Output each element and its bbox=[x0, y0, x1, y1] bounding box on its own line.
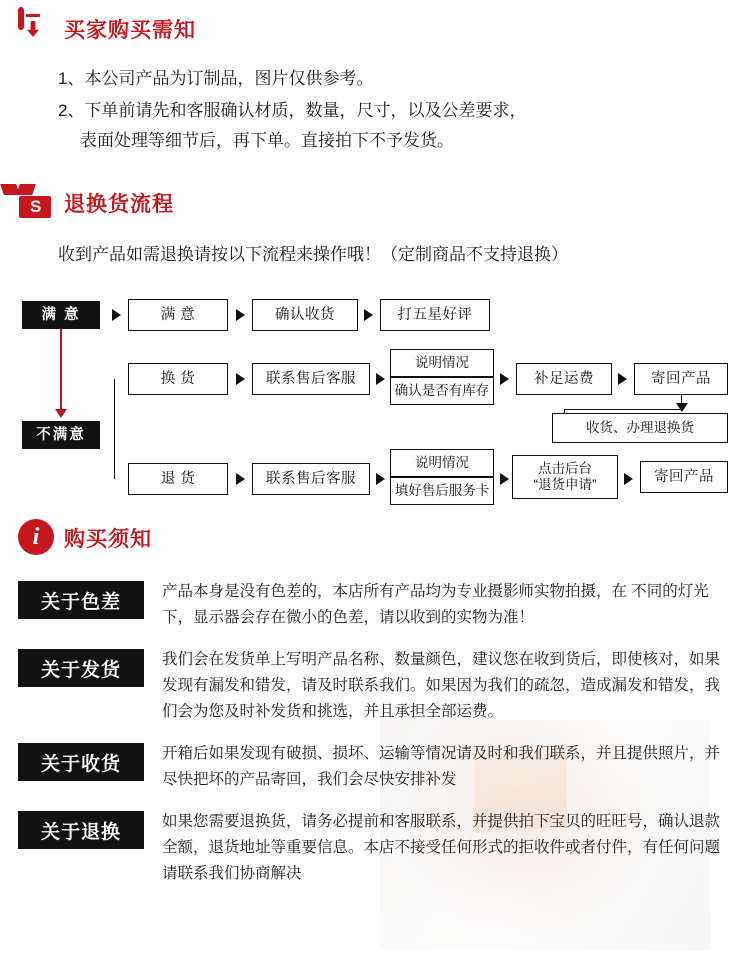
flow-arrow-red-down bbox=[55, 409, 67, 418]
flow-connector bbox=[564, 409, 682, 410]
flow-node-satisfied-root: 满 意 bbox=[22, 301, 100, 329]
flow-node-satisfied-1: 满 意 bbox=[128, 299, 228, 331]
purchase-notes-header bbox=[0, 519, 750, 557]
buyer-notice-list bbox=[0, 64, 750, 156]
flow-node-satisfied-3: 打五星好评 bbox=[380, 299, 490, 331]
flow-connector-red bbox=[60, 329, 62, 409]
flow-node-refund-3b: 填好售后服务卡 bbox=[390, 477, 494, 505]
list-item bbox=[18, 579, 728, 631]
flow-arrow bbox=[112, 309, 121, 321]
flow-arrow bbox=[618, 373, 627, 385]
list-item bbox=[58, 96, 720, 156]
flow-arrow bbox=[236, 309, 245, 321]
list-item bbox=[18, 647, 728, 725]
note-text-shipping: 我们会在发货单上写明产品名称、数量颜色，建议您在收到货后，即使核对，如果发现有漏发和错发，请及时联系我们。如果因为我们的疏忽，造成漏发和错发，我们会为您及时补发货和挑选，并且承担全部运费。 bbox=[162, 651, 721, 720]
flow-node-refund-4 bbox=[512, 455, 618, 499]
note-tag-receiving: 关于收货 bbox=[18, 743, 144, 781]
purchase-notes-list bbox=[0, 579, 750, 887]
flow-node-refund-1: 退 货 bbox=[128, 463, 228, 495]
list-item bbox=[18, 741, 728, 793]
flow-arrow bbox=[364, 309, 373, 321]
notice-item-2-line2: 表面处理等细节后，再下单。直接拍下不予发货。 bbox=[80, 131, 454, 150]
flow-node-refund-2: 联系售后客服 bbox=[252, 463, 370, 495]
flow-node-exchange-6: 收货、办理退换货 bbox=[552, 413, 728, 443]
flow-arrow bbox=[236, 473, 245, 485]
flow-arrow bbox=[376, 473, 385, 485]
buyer-notice-header bbox=[0, 0, 750, 48]
flow-arrow bbox=[624, 473, 633, 485]
flow-node-refund-3a: 说明情况 bbox=[390, 449, 494, 477]
flow-node-exchange-5: 寄回产品 bbox=[634, 363, 728, 395]
flow-node-exchange-1: 换 货 bbox=[128, 363, 228, 395]
return-box-icon: S bbox=[18, 184, 52, 222]
flow-arrow bbox=[500, 373, 509, 385]
flow-node-exchange-4: 补足运费 bbox=[516, 363, 612, 395]
flow-node-refund-4-line2: “退货申请” bbox=[533, 477, 597, 492]
notice-item-1-line1: 1、本公司产品为订制品，图片仅供参考。 bbox=[58, 69, 374, 88]
flow-arrow bbox=[236, 373, 245, 385]
note-tag-color: 关于色差 bbox=[18, 581, 144, 619]
flow-node-exchange-3a: 说明情况 bbox=[390, 349, 494, 377]
notice-item-2-line1: 2、下单前请先和客服确认材质，数量，尺寸，以及公差要求， bbox=[58, 101, 527, 120]
info-circle-icon: i bbox=[18, 519, 52, 557]
note-tag-return: 关于退换 bbox=[18, 811, 144, 849]
list-item bbox=[58, 64, 720, 94]
flow-node-exchange-3b: 确认是否有库存 bbox=[390, 377, 494, 405]
flow-node-satisfied-2: 确认收货 bbox=[252, 299, 358, 331]
return-flow-title: 退换货流程 bbox=[64, 193, 174, 216]
buyer-notice-title: 买家购买需知 bbox=[64, 19, 196, 42]
note-text-color: 产品本身是没有色差的，本店所有产品均为专业摄影师实物拍摄，在 不同的灯光下，显示器会存在微小的色差，请以收到的实物为准！ bbox=[162, 583, 709, 626]
document-arrow-icon bbox=[18, 10, 52, 48]
purchase-notes-title: 购买须知 bbox=[64, 528, 152, 551]
note-text-return: 如果您需要退换货，请务必提前和客服联系，并提供拍下宝贝的旺旺号，确认退款全额，退货地址等重要信息。本店不接受任何形式的拒收件或者付件，有任何问题请联系我们协商解决 bbox=[162, 813, 721, 882]
list-item bbox=[18, 809, 728, 887]
flow-node-refund-5: 寄回产品 bbox=[640, 461, 728, 493]
flow-arrow-down bbox=[676, 403, 688, 412]
flow-node-refund-4-line1: 点击后台 bbox=[538, 461, 592, 477]
note-tag-shipping: 关于发货 bbox=[18, 649, 144, 687]
flow-arrow bbox=[376, 373, 385, 385]
return-flow-header bbox=[0, 184, 750, 222]
flow-node-exchange-2: 联系售后客服 bbox=[252, 363, 370, 395]
note-text-receiving: 开箱后如果发现有破损、损坏、运输等情况请及时和我们联系，并且提供照片，并尽快把坏的产品寄回，我们会尽快安排补发 bbox=[162, 745, 721, 788]
return-flow-intro: 收到产品如需退换请按以下流程来操作哦！（定制商品不支持退换） bbox=[58, 245, 568, 264]
flow-arrow bbox=[500, 473, 509, 485]
return-flow-diagram bbox=[0, 283, 750, 513]
flow-node-unsatisfied-root: 不满意 bbox=[22, 421, 100, 449]
flow-spine bbox=[114, 379, 115, 479]
